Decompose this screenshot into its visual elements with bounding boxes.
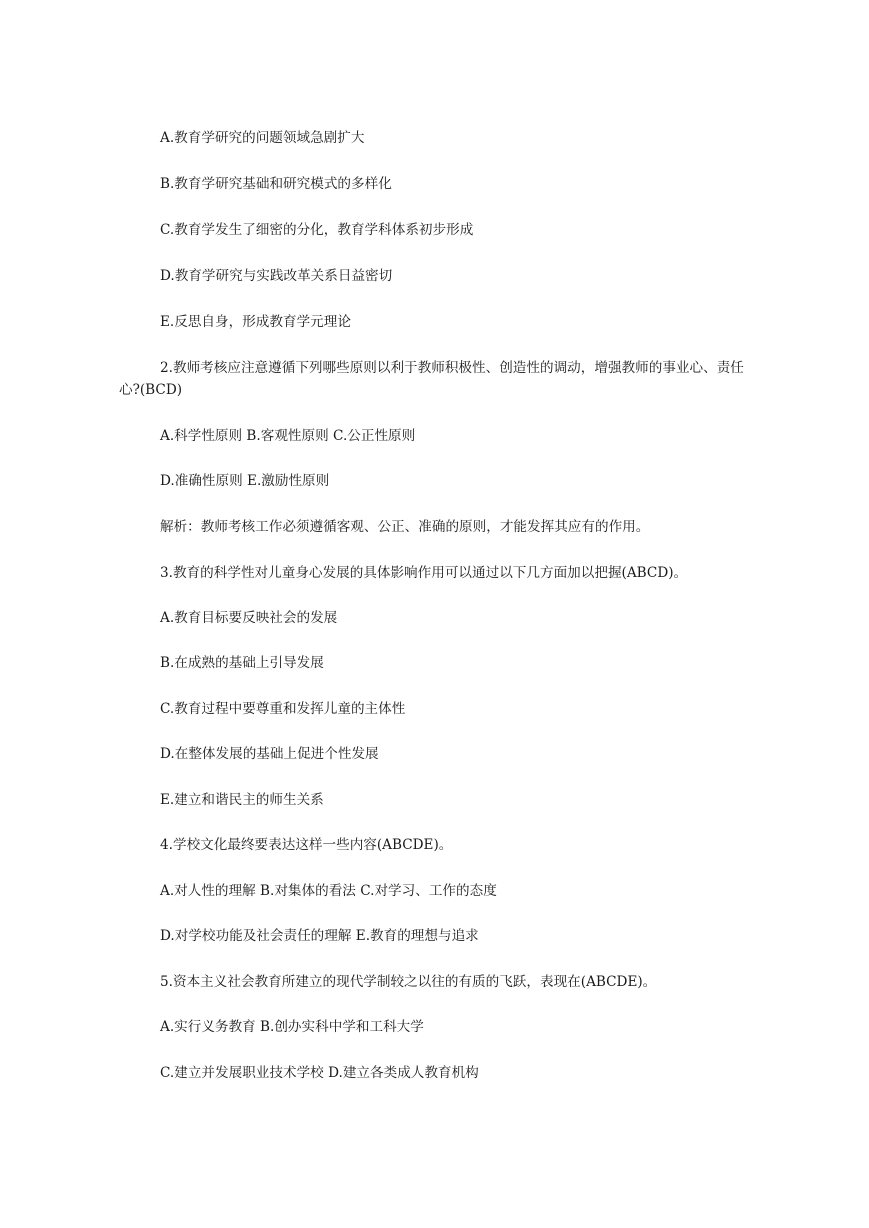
question-2: 2.教师考核应注意遵循下列哪些原则以利于教师积极性、创造性的调动，增强教师的事业心、责任心?(BCD) — [119, 360, 744, 398]
option-line: A.科学性原则 B.客观性原则 C.公正性原则 — [160, 428, 416, 444]
option-line: C.教育学发生了细密的分化，教育学科体系初步形成 — [160, 222, 474, 238]
analysis-text: 解析：教师考核工作必须遵循客观、公正、准确的原则，才能发挥其应有的作用。 — [160, 519, 650, 535]
option-line: E.反思自身，形成教育学元理论 — [160, 314, 351, 330]
option-line: D.准确性原则 E.激励性原则 — [160, 473, 330, 489]
question-5: 5.资本主义社会教育所建立的现代学制较之以往的有质的飞跃，表现在(ABCDE)。 — [160, 974, 657, 990]
question-3: 3.教育的科学性对儿童身心发展的具体影响作用可以通过以下几方面加以把握(ABCD)。 — [160, 565, 688, 581]
option-line: D.在整体发展的基础上促进个性发展 — [160, 746, 379, 762]
option-line: A.实行义务教育 B.创办实科中学和工科大学 — [160, 1019, 424, 1035]
option-line: D.对学校功能及社会责任的理解 E.教育的理想与追求 — [160, 928, 479, 944]
option-line: B.教育学研究基础和研究模式的多样化 — [160, 176, 392, 192]
option-line: B.在成熟的基础上引导发展 — [160, 655, 324, 671]
option-line: E.建立和谐民主的师生关系 — [160, 792, 324, 808]
option-line: C.教育过程中要尊重和发挥儿童的主体性 — [160, 701, 406, 717]
option-line: A.对人性的理解 B.对集体的看法 C.对学习、工作的态度 — [160, 883, 497, 899]
option-line: A.教育目标要反映社会的发展 — [160, 610, 338, 626]
option-line: A.教育学研究的问题领域急剧扩大 — [160, 130, 365, 146]
option-line: D.教育学研究与实践改革关系日益密切 — [160, 268, 393, 284]
question-4: 4.学校文化最终要表达这样一些内容(ABCDE)。 — [160, 837, 453, 853]
option-line: C.建立并发展职业技术学校 D.建立各类成人教育机构 — [160, 1065, 479, 1081]
